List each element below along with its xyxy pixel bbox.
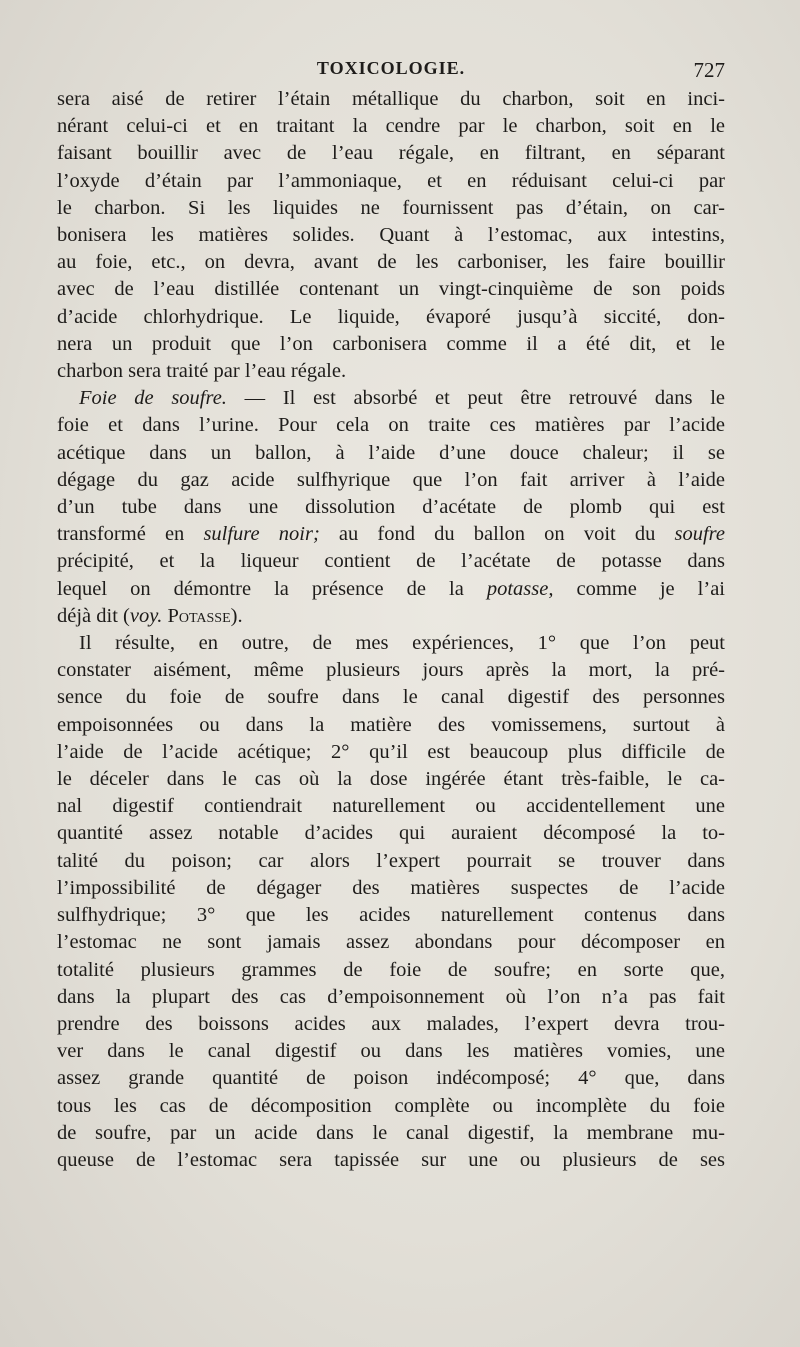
text-line: le déceler dans le cas où la dose ingérée étant très-faible, le ca- bbox=[57, 768, 725, 791]
text-segment: ). bbox=[230, 604, 243, 627]
text-line: sera aisé de retirer l’étain métallique du charbon, soit en inci- bbox=[57, 88, 725, 110]
text-line: queuse de l’estomac sera tapissée sur une ou plusieurs de ses bbox=[57, 1148, 725, 1171]
text-line: de soufre, par un acide dans le canal digestif, la membrane mu- bbox=[57, 1121, 725, 1144]
italic-abbrev: voy. bbox=[129, 604, 163, 627]
text-line: prendre des boissons acides aux malades, l’expert devra trou- bbox=[57, 1012, 725, 1035]
text-line: nal digestif contiendrait naturellement ou accidentellement une bbox=[57, 795, 725, 818]
text-segment: comme je l’ai bbox=[553, 577, 725, 600]
text-line: sence du foie de soufre dans le canal digestif des personnes bbox=[57, 686, 725, 709]
text-line: charbon sera traité par l’eau régale. bbox=[57, 360, 347, 383]
text-line: acétique dans un ballon, à l’aide d’une douce chaleur; il se bbox=[57, 441, 725, 464]
term-continuation: — Il est absorbé et peut être retrouvé dans le bbox=[226, 387, 725, 410]
text-line: talité du poison; car alors l’expert pourrait se trouver dans bbox=[57, 849, 725, 872]
text-line bbox=[57, 521, 725, 548]
text-segment: lequel on démontre la présence de la bbox=[57, 577, 487, 600]
paragraph-etain bbox=[57, 86, 725, 385]
paragraph-foie-de-soufre bbox=[57, 385, 725, 630]
text-line: faisant bouillir avec de l’eau régale, en filtrant, en séparant bbox=[57, 142, 725, 165]
section-term: Foie de soufre. bbox=[79, 387, 227, 410]
italic-term: sulfure noir; bbox=[203, 523, 320, 546]
paragraph-resultats bbox=[57, 630, 725, 1174]
text-line: l’aide de l’acide acétique; 2° qu’il est beaucoup plus difficile de bbox=[57, 740, 725, 763]
text-line: totalité plusieurs grammes de foie de soufre; en sorte que, bbox=[57, 958, 725, 981]
text-line: l’impossibilité de dégager des matières suspectes de l’acide bbox=[57, 876, 725, 899]
text-line: d’un tube dans une dissolution d’acétate de plomb qui est bbox=[57, 496, 725, 519]
text-line: bonisera les matières solides. Quant à l’estomac, aux intestins, bbox=[57, 224, 725, 247]
italic-term: soufre bbox=[674, 523, 725, 546]
cross-reference: Potasse bbox=[162, 604, 231, 627]
text-line: quantité assez notable d’acides qui auraient décomposé la to- bbox=[57, 822, 725, 845]
text-line bbox=[57, 385, 725, 412]
text-line: dans la plupart des cas d’empoisonnement où l’on n’a pas fait bbox=[57, 985, 725, 1008]
text-line: dégage du gaz acide sulfhyrique que l’on fait arriver à l’aide bbox=[57, 468, 725, 491]
text-line: Il résulte, en outre, de mes expériences, 1° que l’on peut bbox=[79, 632, 725, 655]
text-line: l’oxyde d’étain par l’ammoniaque, et en réduisant celui-ci par bbox=[57, 169, 725, 192]
text-line: d’acide chlorhydrique. Le liquide, évaporé jusqu’à siccité, don- bbox=[57, 305, 725, 328]
text-line: nera un produit que l’on carbonisera comme il a été dit, et le bbox=[57, 332, 725, 355]
text-line: le charbon. Si les liquides ne fournissent pas d’étain, on car- bbox=[57, 196, 725, 219]
body-text bbox=[57, 86, 725, 1174]
text-line bbox=[57, 576, 725, 603]
text-line: nérant celui-ci et en traitant la cendre par le charbon, soit en le bbox=[57, 115, 725, 138]
text-line: sulfhydrique; 3° que les acides naturellement contenus dans bbox=[57, 904, 725, 927]
text-line: empoisonnées ou dans la matière des vomissemens, surtout à bbox=[57, 713, 725, 736]
text-line: l’estomac ne sont jamais assez abondans pour décomposer en bbox=[57, 931, 725, 954]
text-segment: déjà dit ( bbox=[57, 604, 130, 627]
text-segment: transformé en bbox=[57, 523, 204, 546]
page-header bbox=[57, 58, 725, 84]
text-line: constater aisément, même plusieurs jours après la mort, la pré- bbox=[57, 659, 725, 682]
page-number: 727 bbox=[693, 58, 725, 82]
text-line: ver dans le canal digestif ou dans les matières vomies, une bbox=[57, 1040, 725, 1063]
text-line: foie et dans l’urine. Pour cela on traite ces matières par l’acide bbox=[57, 414, 725, 437]
text-line: assez grande quantité de poison indécomposé; 4° que, dans bbox=[57, 1067, 725, 1090]
text-segment: au fond du ballon on voit du bbox=[319, 523, 675, 546]
italic-term: potasse, bbox=[486, 577, 554, 600]
text-line: au foie, etc., on devra, avant de les carboniser, les faire bouillir bbox=[57, 251, 725, 274]
running-title: TOXICOLOGIE. bbox=[316, 58, 466, 78]
text-line: tous les cas de décomposition complète ou incomplète du foie bbox=[57, 1094, 725, 1117]
text-line bbox=[57, 603, 725, 630]
text-line: avec de l’eau distillée contenant un vingt-cinquième de son poids bbox=[57, 278, 725, 301]
text-line: précipité, et la liqueur contient de l’acétate de potasse dans bbox=[57, 550, 725, 573]
